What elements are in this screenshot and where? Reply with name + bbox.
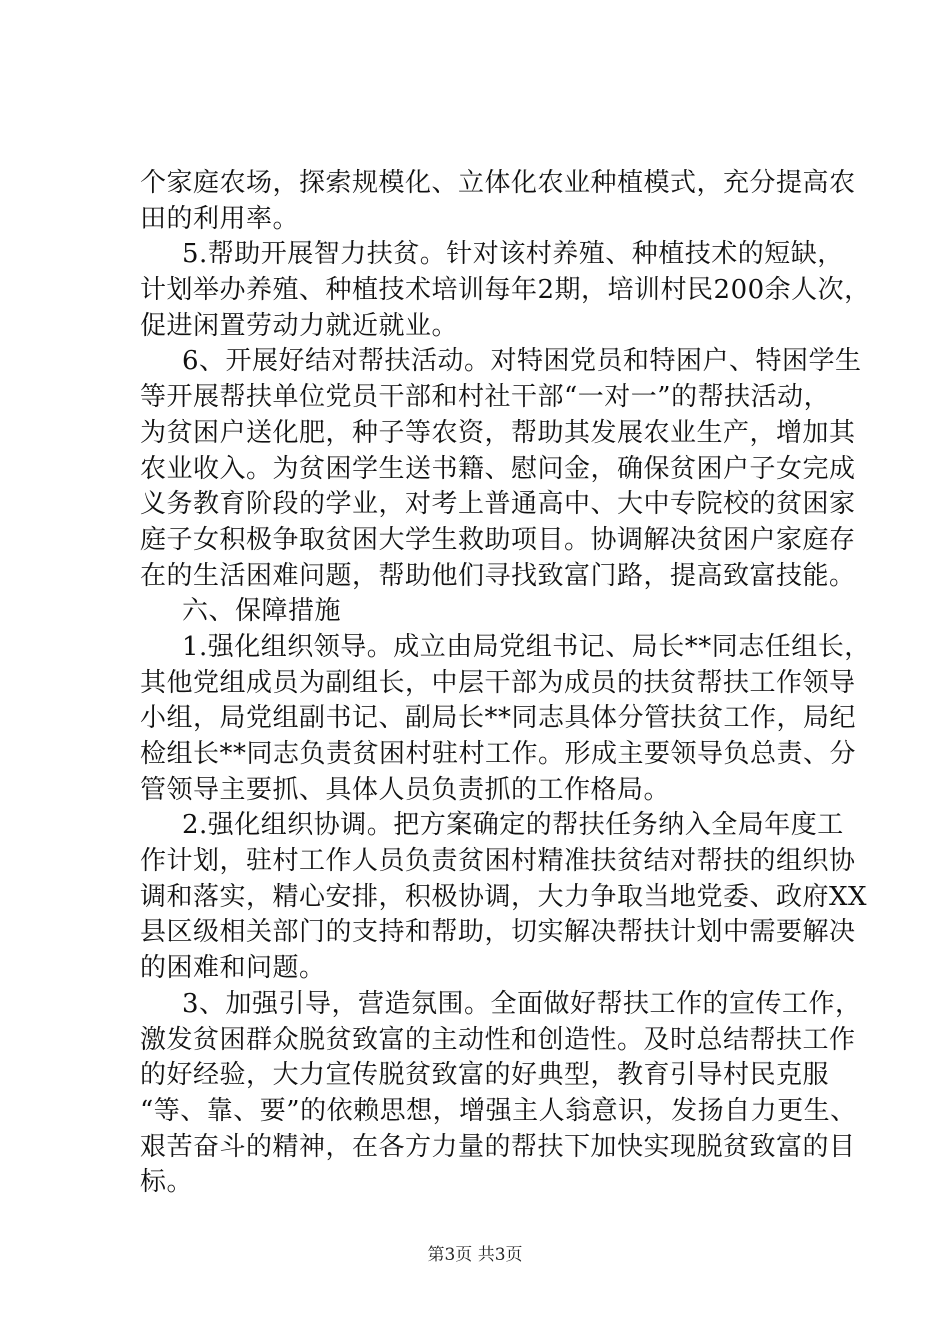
paragraph-heading-line: 1.强化组织领导。成立由局党组书记、局长**同志任组长， [182, 631, 871, 662]
paragraph-heading-line: 6、开展好结对帮扶活动。对特困党员和特困户、特困学生 [182, 346, 862, 377]
text-line: 作计划，驻村工作人员负责贫困村精准扶贫结对帮扶的组织协 [140, 846, 856, 877]
text-line: 等开展帮扶单位党员干部和村社干部“一对一”的帮扶活动， [140, 382, 831, 413]
text-line: 计划举办养殖、种植技术培训每年2期，培训村民200余人次， [140, 275, 871, 306]
text-line: 检组长**同志负责贫困村驻村工作。形成主要领导负总责、分 [140, 739, 857, 769]
text-line: 促进闲置劳动力就近就业。 [140, 310, 459, 341]
text-line: 农业收入。为贫困学生送书籍、慰问金，确保贫困户子女完成 [140, 453, 856, 484]
text-line: “等、靠、要”的依赖思想，增强主人翁意识，发扬自力更生、 [140, 1095, 857, 1126]
text-line: 县区级相关部门的支持和帮助，切实解决帮扶计划中需要解决 [140, 917, 856, 948]
paragraph-heading-line: 5.帮助开展智力扶贫。针对该村养殖、种植技术的短缺， [182, 239, 844, 270]
text-line: 艰苦奋斗的精神，在各方力量的帮扶下加快实现脱贫致富的目 [140, 1131, 856, 1162]
document-body [140, 166, 871, 1201]
text-line: 田的利用率。 [140, 203, 300, 234]
text-line: 义务教育阶段的学业，对考上普通高中、大中专院校的贫困家 [140, 489, 856, 520]
paragraph-heading-line: 3、加强引导，营造氛围。全面做好帮扶工作的宣传工作， [182, 988, 862, 1019]
text-line: 庭子女积极争取贫困大学生救助项目。协调解决贫困户家庭存 [140, 524, 856, 555]
text-line: 个家庭农场，探索规模化、立体化农业种植模式，充分提高农 [140, 168, 856, 198]
text-line: 为贫困户送化肥，种子等农资，帮助其发展农业生产，增加其 [140, 417, 856, 448]
text-line: 激发贫困群众脱贫致富的主动性和创造性。及时总结帮扶工作 [140, 1024, 856, 1055]
text-line: 的困难和问题。 [140, 953, 326, 984]
text-line: 标。 [140, 1167, 194, 1198]
text-line: 小组，局党组副书记、副局长**同志具体分管扶贫工作，局纪 [140, 703, 857, 734]
text-line: 的好经验，大力宣传脱贫致富的好典型，教育引导村民克服 [140, 1060, 830, 1091]
section-heading: 六、保障措施 [182, 596, 342, 627]
text-line: 其他党组成员为副组长，中层干部为成员的扶贫帮扶工作领导 [140, 667, 856, 698]
text-line: 管领导主要抓、具体人员负责抓的工作格局。 [140, 774, 671, 805]
text-line: 调和落实，精心安排，积极协调，大力争取当地党委、政府XX [140, 881, 868, 912]
text-line: 在的生活困难问题，帮助他们寻找致富门路，提高致富技能。 [140, 560, 856, 591]
paragraph-heading-line: 2.强化组织协调。把方案确定的帮扶任务纳入全局年度工 [182, 810, 844, 841]
page-number-footer: 第3页 共3页 [427, 1245, 523, 1265]
